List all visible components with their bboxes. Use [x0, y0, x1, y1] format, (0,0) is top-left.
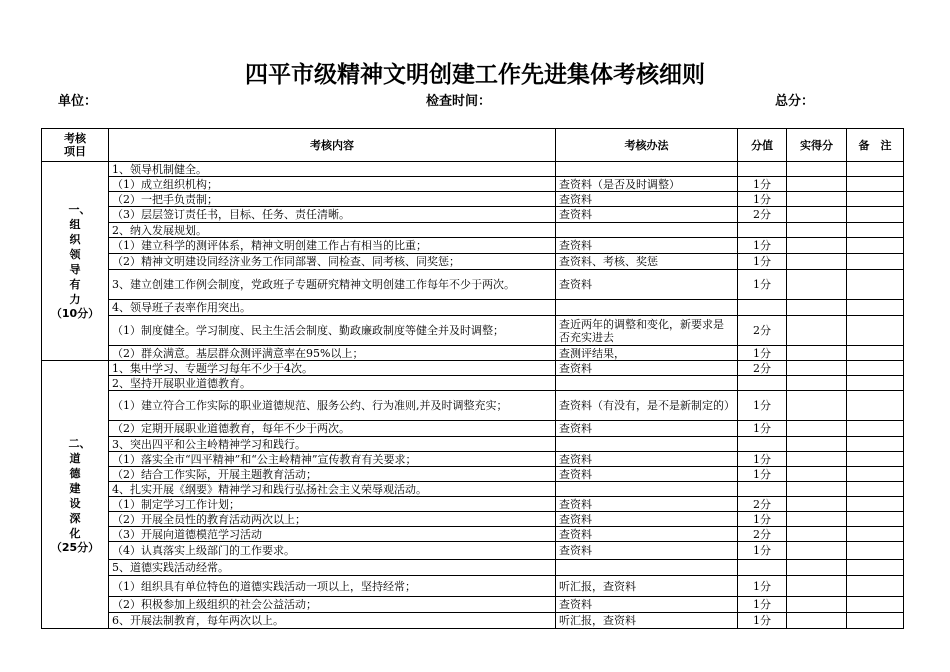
content-cell: （2）定期开展职业道德教育，每年不少于两次。 — [109, 421, 556, 437]
header-content: 考核内容 — [109, 129, 556, 162]
actual-score-cell — [787, 254, 847, 270]
actual-score-cell — [787, 223, 847, 238]
note-cell — [847, 162, 904, 177]
actual-score-cell — [787, 177, 847, 192]
content-cell: （1）建立科学的测评体系，精神文明创建工作占有相当的比重； — [109, 238, 556, 254]
header-actual: 实得分 — [787, 129, 847, 162]
actual-score-cell — [787, 467, 847, 482]
header-score: 分值 — [738, 129, 787, 162]
table-row — [42, 421, 904, 437]
note-cell — [847, 316, 904, 346]
category-points: （10分） — [50, 307, 100, 320]
table-row — [42, 542, 904, 560]
content-cell: （2）精神文明建设同经济业务工作同部署、同检查、同考核、同奖惩； — [109, 254, 556, 270]
score-cell — [738, 162, 787, 177]
content-cell: 2、纳入发展规划。 — [109, 223, 556, 238]
actual-score-cell — [787, 238, 847, 254]
header-method: 考核办法 — [556, 129, 738, 162]
table-row — [42, 576, 904, 597]
score-cell: 2分 — [738, 361, 787, 376]
method-cell: 查资料 — [556, 421, 738, 437]
table-row — [42, 597, 904, 613]
note-cell — [847, 192, 904, 207]
unit-label: 单位： — [58, 94, 98, 109]
score-cell: 1分 — [738, 452, 787, 467]
table-row — [42, 300, 904, 316]
method-cell — [556, 223, 738, 238]
actual-score-cell — [787, 527, 847, 542]
score-cell: 1分 — [738, 542, 787, 560]
assessment-table — [41, 128, 904, 629]
content-cell: （4）认真落实上级部门的工作要求。 — [109, 542, 556, 560]
table-row — [42, 254, 904, 270]
table-row — [42, 376, 904, 391]
score-cell — [738, 223, 787, 238]
table-row — [42, 527, 904, 542]
content-cell: 6、开展法制教育，每年两次以上。 — [109, 613, 556, 629]
note-cell — [847, 223, 904, 238]
content-cell: （2）一把手负责制； — [109, 192, 556, 207]
note-cell — [847, 576, 904, 597]
score-cell: 1分 — [738, 576, 787, 597]
score-cell: 1分 — [738, 613, 787, 629]
note-cell — [847, 391, 904, 421]
method-cell — [556, 560, 738, 576]
method-cell: 查近两年的调整和变化，新要求是否充实进去 — [556, 316, 738, 346]
method-cell: 查资料 — [556, 512, 738, 527]
actual-score-cell — [787, 542, 847, 560]
content-cell: （2）群众满意。基层群众测评满意率在95%以上； — [109, 346, 556, 361]
actual-score-cell — [787, 576, 847, 597]
table-row — [42, 497, 904, 512]
actual-score-cell — [787, 376, 847, 391]
content-cell: （1）组织具有单位特色的道德实践活动一项以上，坚持经常； — [109, 576, 556, 597]
method-cell: 查资料（有没有，是不是新制定的） — [556, 391, 738, 421]
actual-score-cell — [787, 270, 847, 300]
actual-score-cell — [787, 560, 847, 576]
score-cell — [738, 560, 787, 576]
note-cell — [847, 177, 904, 192]
content-cell: 3、突出四平和公主岭精神学习和践行。 — [109, 437, 556, 452]
table-row — [42, 482, 904, 497]
score-cell — [738, 300, 787, 316]
category-cell — [42, 361, 109, 629]
method-cell: 查测评结果， — [556, 346, 738, 361]
note-cell — [847, 542, 904, 560]
method-cell — [556, 482, 738, 497]
note-cell — [847, 346, 904, 361]
note-cell — [847, 482, 904, 497]
content-cell: （2）积极参加上级组织的社会公益活动； — [109, 597, 556, 613]
method-cell: 查资料 — [556, 207, 738, 223]
table-row — [42, 613, 904, 629]
method-cell: 查资料 — [556, 238, 738, 254]
content-cell: （1）落实全市“四平精神”和“公主岭精神”宣传教育有关要求； — [109, 452, 556, 467]
table-row — [42, 223, 904, 238]
content-cell: （3）层层签订责任书，目标、任务、责任清晰。 — [109, 207, 556, 223]
score-cell: 2分 — [738, 497, 787, 512]
score-cell: 1分 — [738, 346, 787, 361]
table-row — [42, 162, 904, 177]
table-row — [42, 391, 904, 421]
score-cell: 1分 — [738, 177, 787, 192]
table-row — [42, 207, 904, 223]
method-cell: 查资料 — [556, 497, 738, 512]
note-cell — [847, 512, 904, 527]
actual-score-cell — [787, 207, 847, 223]
note-cell — [847, 527, 904, 542]
score-cell: 1分 — [738, 391, 787, 421]
method-cell — [556, 376, 738, 391]
header-row — [42, 129, 904, 162]
method-cell: 查资料 — [556, 192, 738, 207]
method-cell — [556, 162, 738, 177]
content-cell: （1）制度健全。学习制度、民主生活会制度、勤政廉政制度等健全并及时调整； — [109, 316, 556, 346]
content-cell: 1、领导机制健全。 — [109, 162, 556, 177]
table-row — [42, 346, 904, 361]
content-cell: （1）建立符合工作实际的职业道德规范、服务公约、行为准则,并及时调整充实； — [109, 391, 556, 421]
category-cell — [42, 162, 109, 361]
score-cell: 1分 — [738, 467, 787, 482]
method-cell: 听汇报，查资料 — [556, 613, 738, 629]
actual-score-cell — [787, 512, 847, 527]
note-cell — [847, 437, 904, 452]
method-cell: 查资料 — [556, 542, 738, 560]
note-cell — [847, 300, 904, 316]
category-points: （25分） — [50, 540, 100, 554]
note-cell — [847, 361, 904, 376]
table-row — [42, 270, 904, 300]
score-cell: 1分 — [738, 597, 787, 613]
method-cell: 查资料 — [556, 361, 738, 376]
note-cell — [847, 452, 904, 467]
actual-score-cell — [787, 361, 847, 376]
table-body — [42, 162, 904, 629]
document-title: 四平市级精神文明创建工作先进集体考核细则 — [245, 62, 705, 88]
table-row — [42, 452, 904, 467]
content-cell: （3）开展向道德模范学习活动 — [109, 527, 556, 542]
content-cell: （1）制定学习工作计划； — [109, 497, 556, 512]
content-cell: （2）开展全员性的教育活动两次以上； — [109, 512, 556, 527]
content-cell: 2、坚持开展职业道德教育。 — [109, 376, 556, 391]
table-row — [42, 316, 904, 346]
score-cell: 1分 — [738, 192, 787, 207]
content-cell: 1、集中学习、专题学习每年不少于4次。 — [109, 361, 556, 376]
note-cell — [847, 238, 904, 254]
note-cell — [847, 207, 904, 223]
total-score-label: 总分： — [775, 94, 815, 109]
content-cell: 5、道德实践活动经常。 — [109, 560, 556, 576]
score-cell: 2分 — [738, 316, 787, 346]
method-cell: 查资料 — [556, 597, 738, 613]
method-cell: 听汇报，查资料 — [556, 576, 738, 597]
note-cell — [847, 254, 904, 270]
note-cell — [847, 421, 904, 437]
score-cell: 1分 — [738, 421, 787, 437]
table-row — [42, 467, 904, 482]
table-row — [42, 192, 904, 207]
table-row — [42, 512, 904, 527]
actual-score-cell — [787, 437, 847, 452]
note-cell — [847, 597, 904, 613]
actual-score-cell — [787, 316, 847, 346]
content-cell: 4、领导班子表率作用突出。 — [109, 300, 556, 316]
score-cell: 2分 — [738, 207, 787, 223]
content-cell: 4、扎实开展《纲要》精神学习和践行弘扬社会主义荣辱观活动。 — [109, 482, 556, 497]
actual-score-cell — [787, 300, 847, 316]
content-cell: 3、建立创建工作例会制度，党政班子专题研究精神文明创建工作每年不少于两次。 — [109, 270, 556, 300]
actual-score-cell — [787, 597, 847, 613]
method-cell: 查资料 — [556, 452, 738, 467]
method-cell: 查资料 — [556, 527, 738, 542]
actual-score-cell — [787, 482, 847, 497]
score-cell — [738, 376, 787, 391]
note-cell — [847, 467, 904, 482]
score-cell — [738, 482, 787, 497]
actual-score-cell — [787, 346, 847, 361]
actual-score-cell — [787, 452, 847, 467]
method-cell: 查资料（是否及时调整） — [556, 177, 738, 192]
score-cell: 1分 — [738, 254, 787, 270]
method-cell — [556, 437, 738, 452]
method-cell: 查资料、考核、奖惩 — [556, 254, 738, 270]
table-row — [42, 560, 904, 576]
score-cell — [738, 437, 787, 452]
actual-score-cell — [787, 391, 847, 421]
content-cell: （2）结合工作实际，开展主题教育活动； — [109, 467, 556, 482]
score-cell: 1分 — [738, 512, 787, 527]
note-cell — [847, 613, 904, 629]
actual-score-cell — [787, 421, 847, 437]
category-label: 一、组织领导有力 — [68, 203, 91, 306]
actual-score-cell — [787, 497, 847, 512]
actual-score-cell — [787, 192, 847, 207]
actual-score-cell — [787, 162, 847, 177]
header-item: 考核项目 — [42, 129, 109, 162]
score-cell: 2分 — [738, 527, 787, 542]
note-cell — [847, 270, 904, 300]
score-cell: 1分 — [738, 238, 787, 254]
actual-score-cell — [787, 613, 847, 629]
header-note: 备 注 — [847, 129, 904, 162]
table-row — [42, 361, 904, 376]
note-cell — [847, 497, 904, 512]
method-cell: 查资料 — [556, 467, 738, 482]
note-cell — [847, 560, 904, 576]
score-cell: 1分 — [738, 270, 787, 300]
note-cell — [847, 376, 904, 391]
category-label: 二、道德建设深化 — [68, 436, 91, 540]
table-row — [42, 437, 904, 452]
table-row — [42, 177, 904, 192]
method-cell — [556, 300, 738, 316]
method-cell: 查资料 — [556, 270, 738, 300]
content-cell: （1）成立组织机构； — [109, 177, 556, 192]
inspection-date-label: 检查时间： — [426, 94, 492, 109]
table-row — [42, 238, 904, 254]
